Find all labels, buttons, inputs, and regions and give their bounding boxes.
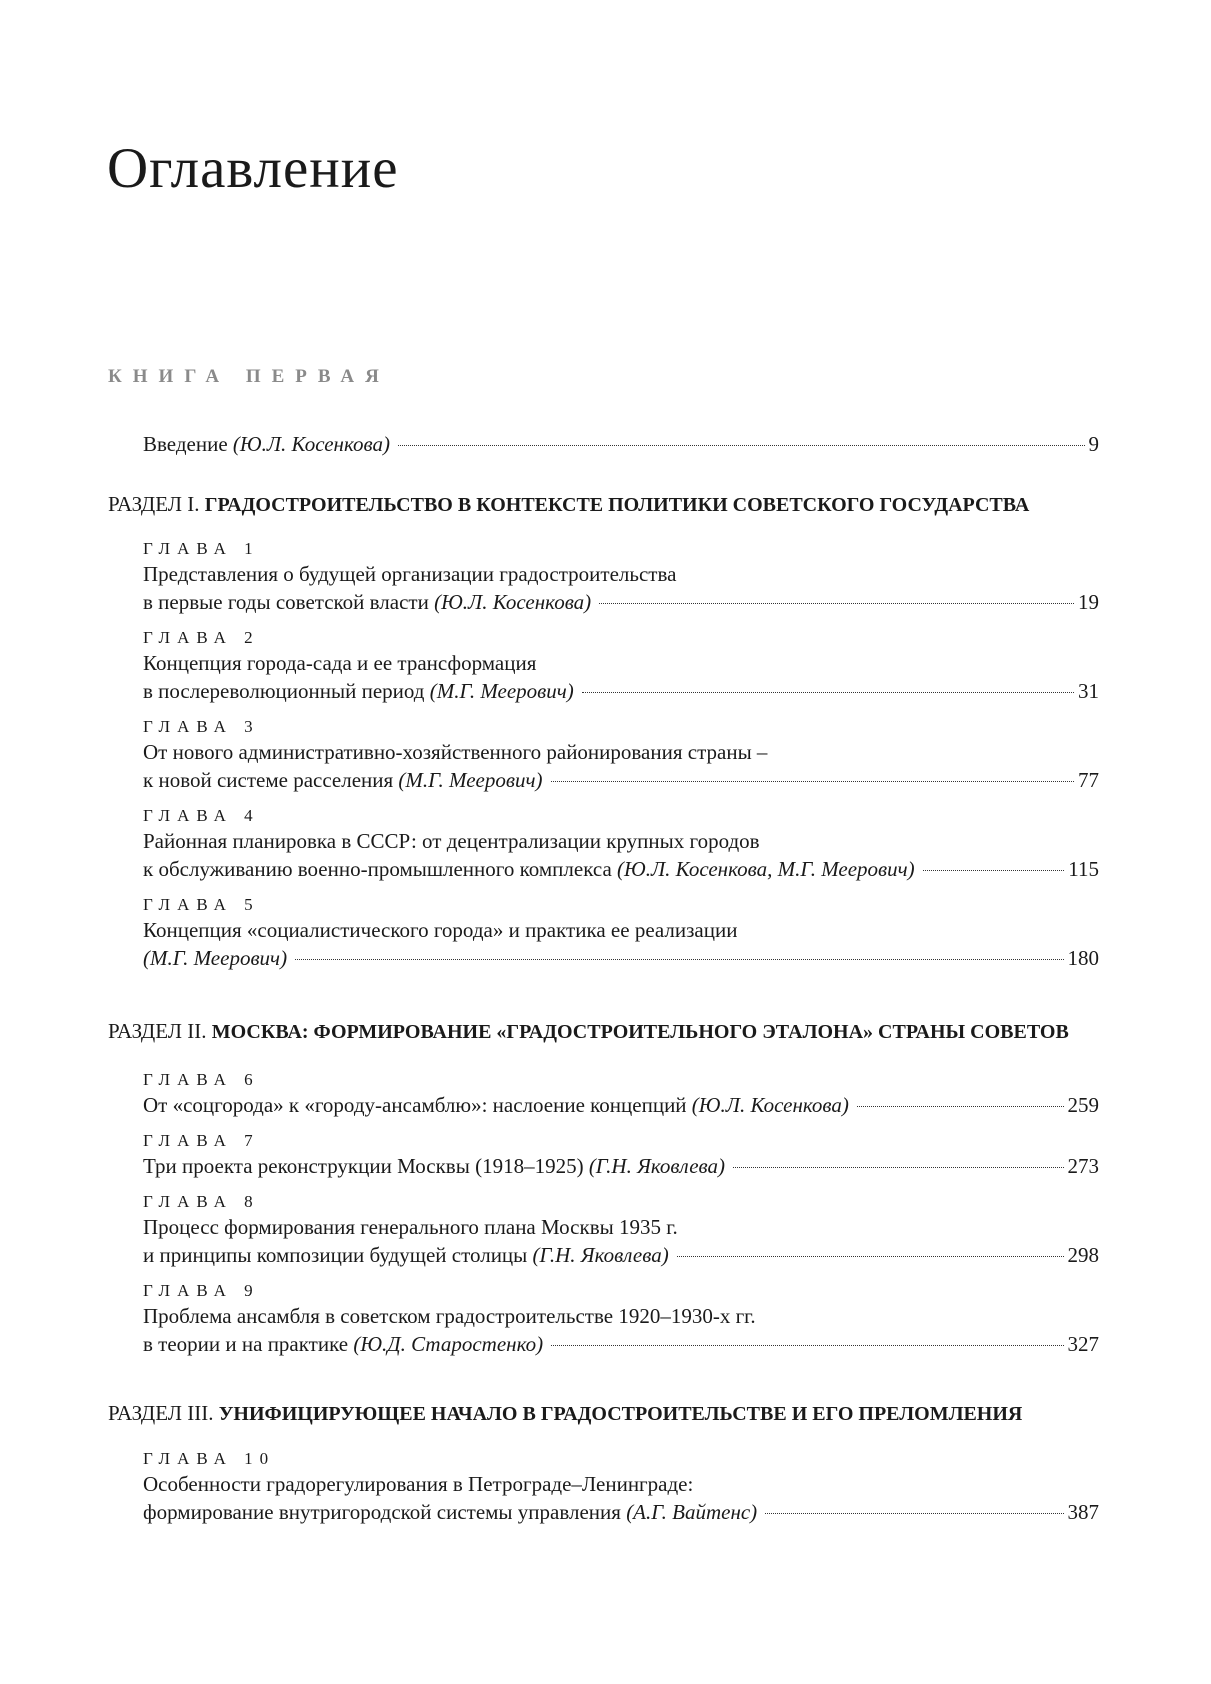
- entry-line: [143, 1091, 1099, 1119]
- dot-leader: [398, 445, 1085, 446]
- entry-author: (Ю.Л. Косенкова, М.Г. Меерович): [617, 857, 915, 881]
- entry-line: [143, 677, 1099, 705]
- chapter-title-line: Районная планировка в СССР: от децентрализации крупных городов: [143, 829, 760, 853]
- toc-entry-chapter-4[interactable]: [143, 805, 1099, 883]
- chapter-title-line: к обслуживанию военно-промышленного комплекса: [143, 857, 612, 881]
- chapter-label: ГЛАВА 7: [143, 1131, 260, 1150]
- entry-text: [143, 766, 543, 794]
- entry-author: (М.Г. Меерович): [398, 768, 543, 792]
- chapter-title-line: и принципы композиции будущей столицы: [143, 1243, 528, 1267]
- section-title: ГРАДОСТРОИТЕЛЬСТВО В КОНТЕКСТЕ ПОЛИТИКИ СОВЕТСКОГО ГОСУДАРСТВА: [204, 494, 1030, 516]
- chapter-title-line: в послереволюционный период: [143, 679, 425, 703]
- page-number: 180: [1067, 946, 1099, 970]
- chapter-title-line: Проблема ансамбля в советском градостроительстве 1920–1930-х гг.: [143, 1304, 756, 1328]
- dot-leader: [599, 603, 1074, 604]
- page-number: 327: [1067, 1332, 1099, 1356]
- toc-entry-chapter-10[interactable]: [143, 1448, 1099, 1526]
- entry-text: [143, 1330, 543, 1358]
- toc-entry-chapter-8[interactable]: [143, 1191, 1099, 1269]
- chapter-title-line: От нового административно-хозяйственного районирования страны –: [143, 740, 768, 764]
- chapter-label: ГЛАВА 10: [143, 1449, 276, 1468]
- page-number: 298: [1067, 1243, 1099, 1267]
- section-title: МОСКВА: ФОРМИРОВАНИЕ «ГРАДОСТРОИТЕЛЬНОГО ЭТАЛОНА» СТРАНЫ СОВЕТОВ: [211, 1021, 1069, 1043]
- entry-title: Введение: [143, 432, 228, 456]
- entry-text: [143, 944, 287, 972]
- toc-entry-chapter-2[interactable]: [143, 627, 1099, 705]
- page-number: 273: [1067, 1154, 1099, 1178]
- toc-entry-chapter-3[interactable]: [143, 716, 1099, 794]
- entry-line: [143, 1152, 1099, 1180]
- chapter-title-line: Концепция города-сада и ее трансформация: [143, 651, 537, 675]
- chapter-title-line: в первые годы советской власти: [143, 590, 429, 614]
- entry-line: [143, 588, 1099, 616]
- page-number: 115: [1068, 857, 1099, 881]
- chapter-label: ГЛАВА 8: [143, 1192, 260, 1211]
- entry-author: (А.Г. Вайтенс): [626, 1500, 758, 1524]
- entry-line: [143, 855, 1099, 883]
- chapter-title-line: Концепция «социалистического города» и практика ее реализации: [143, 918, 738, 942]
- entry-line: [143, 430, 1099, 458]
- entry-text: [143, 430, 390, 458]
- section-heading-1[interactable]: [108, 492, 1029, 517]
- page-number: 259: [1067, 1093, 1099, 1117]
- page-number: 387: [1067, 1500, 1099, 1524]
- entry-line: [143, 766, 1099, 794]
- section-title: УНИФИЦИРУЮЩЕЕ НАЧАЛО В ГРАДОСТРОИТЕЛЬСТВЕ И ЕГО ПРЕЛОМЛЕНИЯ: [218, 1403, 1023, 1425]
- entry-text: [143, 677, 574, 705]
- entry-author: (Ю.Д. Старостенко): [353, 1332, 544, 1356]
- chapter-label: ГЛАВА 9: [143, 1281, 260, 1300]
- entry-line: [143, 1498, 1099, 1526]
- entry-author: (М.Г. Меерович): [143, 946, 288, 970]
- chapter-label: ГЛАВА 1: [143, 539, 260, 558]
- chapter-title-line: Три проекта реконструкции Москвы (1918–1925): [143, 1154, 584, 1178]
- entry-author: (Ю.Л. Косенкова): [434, 590, 592, 614]
- toc-entry-chapter-6[interactable]: [143, 1069, 1099, 1119]
- page-number: 9: [1088, 432, 1099, 456]
- chapter-title-line: Процесс формирования генерального плана Москвы 1935 г.: [143, 1215, 678, 1239]
- section-label: РАЗДЕЛ III.: [108, 1401, 214, 1425]
- entry-author: (Г.Н. Яковлева): [588, 1154, 725, 1178]
- entry-line: [143, 944, 1099, 972]
- page-number: 77: [1078, 768, 1099, 792]
- page-number: 19: [1078, 590, 1099, 614]
- entry-text: [143, 1498, 757, 1526]
- page-title: Оглавление: [107, 137, 399, 200]
- toc-entry-intro[interactable]: [143, 430, 1099, 458]
- chapter-title-line: Особенности градорегулирования в Петрограде–Ленинграде:: [143, 1472, 694, 1496]
- chapter-title-line: в теории и на практике: [143, 1332, 349, 1356]
- entry-author: (Ю.Л. Косенкова): [232, 432, 390, 456]
- entry-text: [143, 1091, 849, 1119]
- dot-leader: [677, 1256, 1064, 1257]
- dot-leader: [923, 870, 1065, 871]
- chapter-label: ГЛАВА 3: [143, 717, 260, 736]
- entry-line: [143, 1330, 1099, 1358]
- section-label: РАЗДЕЛ II.: [108, 1019, 207, 1043]
- toc-entry-chapter-5[interactable]: [143, 894, 1099, 972]
- chapter-title-line: к новой системе расселения: [143, 768, 394, 792]
- entry-author: (Ю.Л. Косенкова): [691, 1093, 849, 1117]
- entry-text: [143, 855, 915, 883]
- chapter-label: ГЛАВА 6: [143, 1070, 260, 1089]
- dot-leader: [551, 781, 1075, 782]
- toc-entry-chapter-7[interactable]: [143, 1130, 1099, 1180]
- section-heading-3[interactable]: [108, 1401, 1022, 1426]
- entry-text: [143, 1241, 669, 1269]
- entry-author: (Г.Н. Яковлева): [532, 1243, 669, 1267]
- dot-leader: [582, 692, 1074, 693]
- chapter-title-line: От «соцгорода» к «городу-ансамблю»: наслоение концепций: [143, 1093, 687, 1117]
- chapter-label: ГЛАВА 4: [143, 806, 260, 825]
- dot-leader: [765, 1513, 1063, 1514]
- dot-leader: [857, 1106, 1064, 1107]
- dot-leader: [551, 1345, 1063, 1346]
- chapter-title-line: формирование внутригородской системы управления: [143, 1500, 621, 1524]
- entry-author: (М.Г. Меерович): [429, 679, 574, 703]
- page-number: 31: [1078, 679, 1099, 703]
- section-label: РАЗДЕЛ I.: [108, 492, 200, 516]
- toc-entry-chapter-1[interactable]: [143, 538, 1099, 616]
- entry-text: [143, 588, 591, 616]
- dot-leader: [295, 959, 1063, 960]
- dot-leader: [733, 1167, 1064, 1168]
- section-heading-2[interactable]: [108, 1019, 1069, 1044]
- toc-entry-chapter-9[interactable]: [143, 1280, 1099, 1358]
- chapter-title-line: Представления о будущей организации градостроительства: [143, 562, 677, 586]
- chapter-label: ГЛАВА 5: [143, 895, 260, 914]
- entry-text: [143, 1152, 725, 1180]
- book-heading: КНИГА ПЕРВАЯ: [108, 366, 390, 387]
- chapter-label: ГЛАВА 2: [143, 628, 260, 647]
- entry-line: [143, 1241, 1099, 1269]
